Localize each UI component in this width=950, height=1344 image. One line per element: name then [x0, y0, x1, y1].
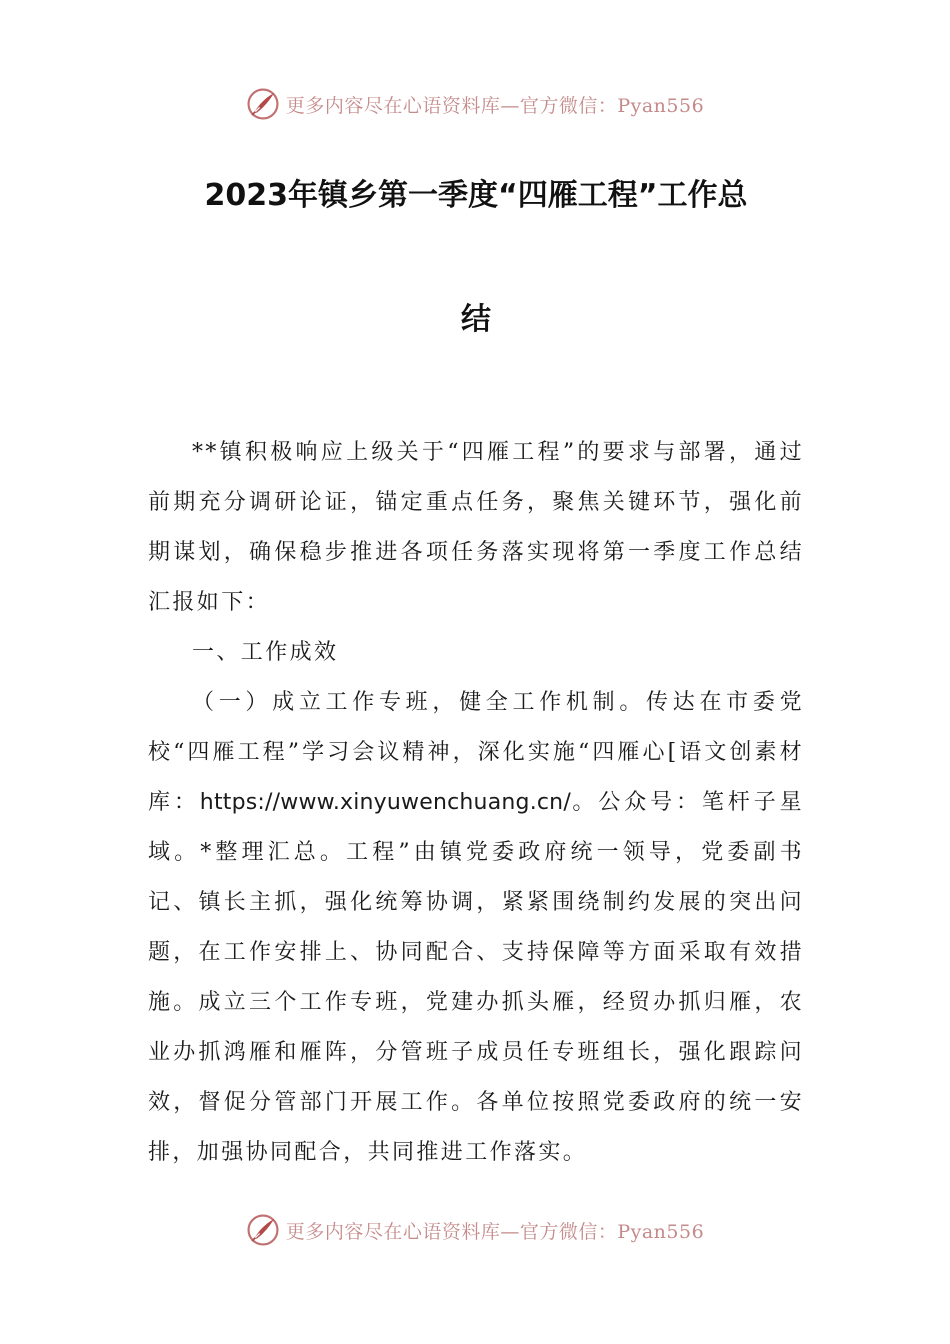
document-title-line-1: 2023年镇乡第一季度“四雁工程”工作总 [204, 178, 748, 213]
section-heading-work-results: 一、工作成效 [192, 640, 339, 665]
subsection-1-paragraph [148, 678, 804, 1178]
document-title-line-2: 结 [461, 302, 491, 337]
subsection-1-text-part-1: （一）成立工作专班，健全工作机制。传达在市委党校“四雁工程”学习会议精神，深化实施“四雁心[语文创素材库： [148, 690, 804, 815]
watermark-footer [0, 1210, 950, 1250]
watermark-text: 更多内容尽在心语资料库—官方微信：Pyan556 [285, 94, 705, 117]
intro-paragraph: **镇积极响应上级关于“四雁工程”的要求与部署，通过前期充分调研论证，锚定重点任务，聚焦关键环节，强化前期谋划，确保稳步推进各项任务落实现将第一季度工作总结汇报如下： [148, 440, 804, 615]
quill-pen-logo-icon [246, 1213, 280, 1247]
subsection-1-text-part-2: 。公众号：笔杆子星域。*整理汇总。工程”由镇党委政府统一领导，党委副书记、镇长主抓，强化统筹协调，紧紧围绕制约发展的突出问题，在工作安排上、协同配合、支持保障等方面采取有效措施。成立三个工作专班，党建办抓头雁，经贸办抓归雁，农业办抓鸿雁和雁阵，分管班子成员任专班组长，强化跟踪问效，督促分管部门开展工作。各单位按照党委政府的统一安排，加强协同配合，共同推进工作落实。 [148, 790, 804, 1165]
website-url: https://www.xinyuwenchuang.cn/ [199, 790, 571, 815]
watermark-header [0, 84, 950, 124]
watermark-text: 更多内容尽在心语资料库—官方微信：Pyan556 [285, 1220, 705, 1243]
document-body [148, 428, 804, 1178]
quill-pen-logo-icon [246, 87, 280, 121]
